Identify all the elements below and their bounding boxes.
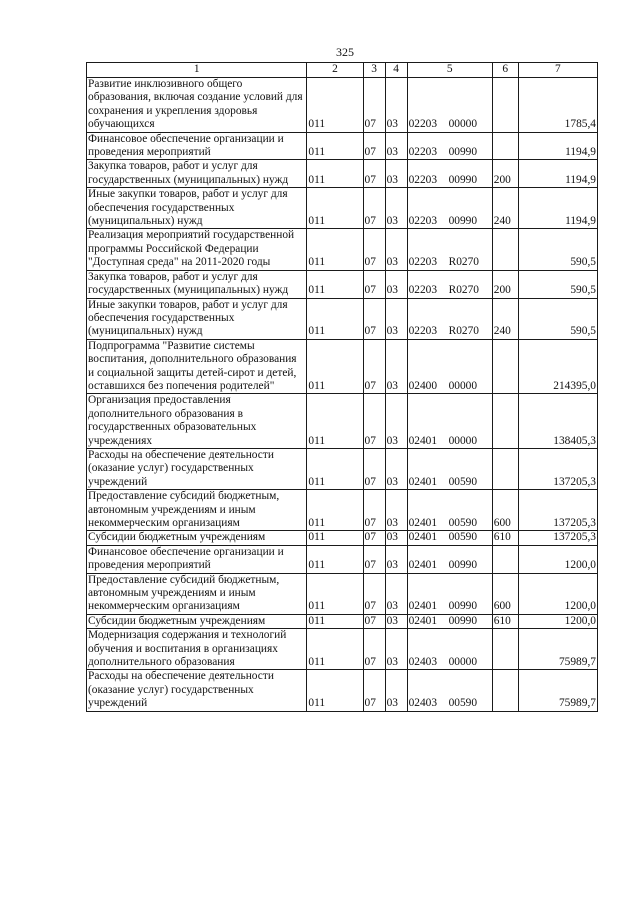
row-code-target (407, 132, 492, 160)
row-code-ministry: 011 (307, 160, 363, 188)
row-code-expense-type (492, 78, 518, 133)
row-code-section: 07 (363, 573, 385, 614)
row-code-target-program: 02403 (408, 697, 438, 710)
row-code-ministry: 011 (307, 573, 363, 614)
row-code-section: 07 (363, 132, 385, 160)
row-code-target-program: 02401 (408, 600, 438, 613)
row-code-ministry: 011 (307, 339, 363, 394)
row-code-subsection: 03 (385, 132, 407, 160)
row-code-ministry: 011 (307, 490, 363, 531)
row-code-target-item: 00590 (448, 531, 478, 544)
header-cell: 4 (385, 63, 407, 78)
row-code-target (407, 298, 492, 339)
row-code-subsection: 03 (385, 188, 407, 229)
row-code-target (407, 229, 492, 270)
row-code-target (407, 160, 492, 188)
row-code-expense-type (492, 545, 518, 573)
row-name: Реализация мероприятий государственной программы Российской Федерации "Доступная среда" на 2011-2020 годы (87, 229, 307, 270)
row-code-section: 07 (363, 78, 385, 133)
row-code-target-item: 00990 (448, 215, 478, 228)
row-code-section: 07 (363, 298, 385, 339)
table-row (87, 298, 598, 339)
row-code-subsection: 03 (385, 229, 407, 270)
table-row (87, 188, 598, 229)
row-name: Подпрограмма "Развитие системы воспитания, дополнительного образования и социальной защиты детей-сирот и детей, оставшихся без попечения родителей" (87, 339, 307, 394)
row-code-target-item: 00990 (448, 146, 478, 159)
row-amount: 138405,3 (518, 394, 597, 449)
table-row (87, 160, 598, 188)
row-code-target (407, 545, 492, 573)
row-code-section: 07 (363, 339, 385, 394)
row-name: Иные закупки товаров, работ и услуг для обеспечения государственных (муниципальных) нужд (87, 298, 307, 339)
row-code-section: 07 (363, 270, 385, 298)
row-code-target-program: 02400 (408, 379, 438, 392)
row-code-ministry: 011 (307, 670, 363, 711)
row-code-target (407, 629, 492, 670)
row-name: Расходы на обеспечение деятельности (оказание услуг) государственных учреждений (87, 448, 307, 489)
row-name: Развитие инклюзивного общего образования, включая создание условий для сохранения и укрепления здоровья обучающихся (87, 78, 307, 133)
row-code-expense-type (492, 670, 518, 711)
header-cell: 2 (307, 63, 363, 78)
row-code-section: 07 (363, 448, 385, 489)
row-code-section: 07 (363, 229, 385, 270)
row-code-target-item: 00990 (448, 614, 478, 627)
row-code-section: 07 (363, 531, 385, 545)
row-code-expense-type (492, 132, 518, 160)
row-name: Расходы на обеспечение деятельности (оказание услуг) государственных учреждений (87, 670, 307, 711)
row-code-target (407, 394, 492, 449)
row-code-expense-type (492, 229, 518, 270)
row-code-target-program: 02401 (408, 614, 438, 627)
row-code-target-item: 00990 (448, 600, 478, 613)
row-code-target (407, 448, 492, 489)
row-code-ministry: 011 (307, 298, 363, 339)
row-amount: 1194,9 (518, 160, 597, 188)
row-amount: 590,5 (518, 298, 597, 339)
row-code-target-program: 02403 (408, 656, 438, 669)
table-row (87, 132, 598, 160)
row-amount: 137205,3 (518, 490, 597, 531)
row-code-section: 07 (363, 670, 385, 711)
table-row (87, 394, 598, 449)
row-code-target-program: 02401 (408, 475, 438, 488)
row-code-expense-type: 200 (492, 160, 518, 188)
row-amount: 1200,0 (518, 614, 597, 628)
row-code-target-program: 02203 (408, 118, 438, 131)
table-row (87, 448, 598, 489)
row-amount: 1194,9 (518, 132, 597, 160)
row-code-target (407, 339, 492, 394)
row-code-expense-type: 200 (492, 270, 518, 298)
row-code-ministry: 011 (307, 132, 363, 160)
row-code-target-item: 00590 (448, 697, 478, 710)
table-row (87, 573, 598, 614)
table-row (87, 545, 598, 573)
row-code-expense-type: 240 (492, 298, 518, 339)
row-code-section: 07 (363, 629, 385, 670)
row-code-target-item: R0270 (448, 325, 479, 338)
row-code-target-item: 00590 (448, 517, 478, 529)
row-name: Закупка товаров, работ и услуг для государственных (муниципальных) нужд (87, 160, 307, 188)
row-code-expense-type: 600 (492, 490, 518, 531)
row-code-subsection: 03 (385, 490, 407, 531)
row-code-expense-type (492, 448, 518, 489)
row-code-target (407, 670, 492, 711)
table-row (87, 229, 598, 270)
row-amount: 75989,7 (518, 670, 597, 711)
row-code-section: 07 (363, 394, 385, 449)
row-code-target-item: 00000 (448, 434, 478, 447)
header-cell: 7 (518, 63, 597, 78)
row-code-target-program: 02401 (408, 531, 438, 544)
row-code-target-program: 02401 (408, 434, 438, 447)
row-name: Субсидии бюджетным учреждениям (87, 614, 307, 628)
header-row (87, 63, 598, 78)
row-name: Модернизация содержания и технологий обучения и воспитания в организациях дополнительного образования (87, 629, 307, 670)
row-code-target-program: 02203 (408, 256, 438, 269)
table-row (87, 614, 598, 628)
row-code-target-item: 00000 (448, 656, 478, 669)
row-code-target (407, 614, 492, 628)
header-cell: 1 (87, 63, 307, 78)
row-code-expense-type (492, 394, 518, 449)
table-row (87, 629, 598, 670)
row-name: Финансовое обеспечение организации и проведения мероприятий (87, 132, 307, 160)
row-code-target-program: 02203 (408, 284, 438, 297)
row-code-ministry: 011 (307, 78, 363, 133)
row-code-ministry: 011 (307, 614, 363, 628)
row-name: Субсидии бюджетным учреждениям (87, 531, 307, 545)
row-code-subsection: 03 (385, 270, 407, 298)
table-row (87, 670, 598, 711)
row-code-target-program: 02203 (408, 146, 438, 159)
row-amount: 137205,3 (518, 531, 597, 545)
row-code-target-program: 02401 (408, 517, 438, 529)
row-code-subsection: 03 (385, 670, 407, 711)
budget-table (86, 62, 598, 712)
row-code-ministry: 011 (307, 188, 363, 229)
row-name: Закупка товаров, работ и услуг для государственных (муниципальных) нужд (87, 270, 307, 298)
table-row (87, 531, 598, 545)
row-code-target (407, 78, 492, 133)
header-cell: 3 (363, 63, 385, 78)
row-amount: 1200,0 (518, 545, 597, 573)
row-code-subsection: 03 (385, 339, 407, 394)
table-row (87, 490, 598, 531)
row-code-target-item: R0270 (448, 284, 479, 297)
row-code-ministry: 011 (307, 394, 363, 449)
row-code-ministry: 011 (307, 531, 363, 545)
row-code-expense-type (492, 629, 518, 670)
header-cell: 6 (492, 63, 518, 78)
row-code-subsection: 03 (385, 629, 407, 670)
row-code-target-program: 02203 (408, 215, 438, 228)
row-code-subsection: 03 (385, 448, 407, 489)
row-code-subsection: 03 (385, 298, 407, 339)
row-code-target-item: 00000 (448, 118, 478, 131)
row-amount: 590,5 (518, 270, 597, 298)
row-code-target-item: R0270 (448, 256, 479, 269)
row-code-subsection: 03 (385, 531, 407, 545)
row-amount: 137205,3 (518, 448, 597, 489)
row-code-section: 07 (363, 614, 385, 628)
row-code-expense-type (492, 339, 518, 394)
row-code-expense-type: 240 (492, 188, 518, 229)
row-code-ministry: 011 (307, 229, 363, 270)
row-code-subsection: 03 (385, 545, 407, 573)
row-code-subsection: 03 (385, 573, 407, 614)
row-code-target (407, 188, 492, 229)
row-code-target-program: 02401 (408, 559, 438, 572)
row-code-target-item: 00000 (448, 379, 478, 392)
row-code-expense-type: 610 (492, 614, 518, 628)
row-name: Финансовое обеспечение организации и проведения мероприятий (87, 545, 307, 573)
row-code-subsection: 03 (385, 614, 407, 628)
row-code-section: 07 (363, 188, 385, 229)
row-amount: 1194,9 (518, 188, 597, 229)
row-code-section: 07 (363, 490, 385, 531)
page-number: 325 (336, 45, 354, 59)
table-row (87, 270, 598, 298)
row-amount: 75989,7 (518, 629, 597, 670)
row-code-ministry: 011 (307, 545, 363, 573)
row-code-ministry: 011 (307, 270, 363, 298)
row-code-section: 07 (363, 160, 385, 188)
row-code-target-item: 00990 (448, 173, 478, 186)
row-code-target (407, 270, 492, 298)
row-amount: 214395,0 (518, 339, 597, 394)
row-code-ministry: 011 (307, 448, 363, 489)
row-code-subsection: 03 (385, 78, 407, 133)
table-row (87, 78, 598, 133)
row-amount: 1785,4 (518, 78, 597, 133)
row-code-subsection: 03 (385, 394, 407, 449)
row-code-target-item: 00990 (448, 559, 478, 572)
row-code-expense-type: 600 (492, 573, 518, 614)
row-name: Иные закупки товаров, работ и услуг для обеспечения государственных (муниципальных) нужд (87, 188, 307, 229)
row-code-expense-type: 610 (492, 531, 518, 545)
row-code-subsection: 03 (385, 160, 407, 188)
row-code-target (407, 573, 492, 614)
row-name: Организация предоставления дополнительного образования в государственных образовательных учреждениях (87, 394, 307, 449)
row-code-target (407, 531, 492, 545)
row-amount: 1200,0 (518, 573, 597, 614)
row-code-target (407, 490, 492, 531)
row-name: Предоставление субсидий бюджетным, автономным учреждениям и иным некоммерческим организациям (87, 490, 307, 531)
row-code-section: 07 (363, 545, 385, 573)
row-amount: 590,5 (518, 229, 597, 270)
table-row (87, 339, 598, 394)
row-name: Предоставление субсидий бюджетным, автономным учреждениям и иным некоммерческим организациям (87, 573, 307, 614)
row-code-target-program: 02203 (408, 325, 438, 338)
row-code-target-program: 02203 (408, 173, 438, 186)
row-code-ministry: 011 (307, 629, 363, 670)
header-cell: 5 (407, 63, 492, 78)
row-code-target-item: 00590 (448, 475, 478, 488)
